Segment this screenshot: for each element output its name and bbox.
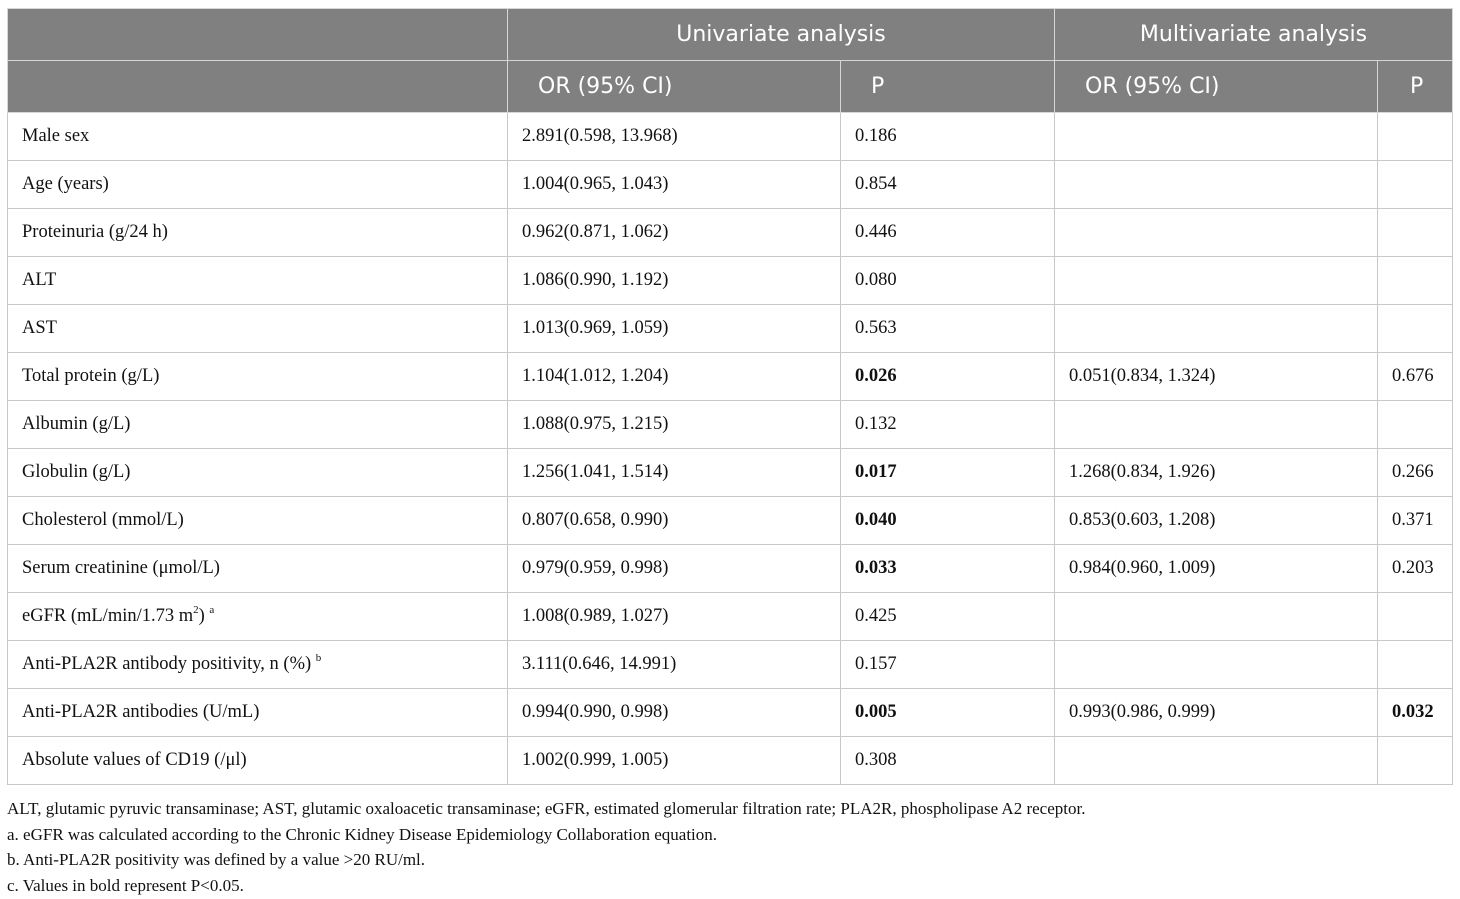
multivariate-p	[1378, 401, 1453, 449]
row-label	[8, 593, 508, 641]
footnote-marker: b	[315, 652, 322, 664]
row-label: Proteinuria (g/24 h)	[8, 209, 508, 257]
univariate-p: 0.308	[841, 737, 1055, 785]
multivariate-p	[1378, 161, 1453, 209]
regression-table-container	[7, 8, 1452, 785]
univariate-or: 1.086(0.990, 1.192)	[508, 257, 841, 305]
table-row	[8, 401, 1453, 449]
multivariate-p: 0.203	[1378, 545, 1453, 593]
multivariate-or: 0.853(0.603, 1.208)	[1055, 497, 1378, 545]
row-label: ALT	[8, 257, 508, 305]
multivariate-or	[1055, 161, 1378, 209]
table-row	[8, 209, 1453, 257]
footnote-abbreviations: ALT, glutamic pyruvic transaminase; AST, glutamic oxaloacetic transaminase; eGFR, estimated glomerular filtration rate; PLA2R, phospholipase A2 receptor.	[7, 799, 1086, 818]
header-empty-cell	[8, 61, 508, 113]
multivariate-or: 1.268(0.834, 1.926)	[1055, 449, 1378, 497]
univariate-p: 0.157	[841, 641, 1055, 689]
univariate-p: 0.017	[841, 449, 1055, 497]
row-label: Male sex	[8, 113, 508, 161]
univariate-p: 0.446	[841, 209, 1055, 257]
header-univariate: Univariate analysis	[508, 9, 1055, 61]
univariate-or: 3.111(0.646, 14.991)	[508, 641, 841, 689]
table-row	[8, 593, 1453, 641]
univariate-or: 2.891(0.598, 13.968)	[508, 113, 841, 161]
multivariate-or: 0.984(0.960, 1.009)	[1055, 545, 1378, 593]
multivariate-p: 0.371	[1378, 497, 1453, 545]
table-row	[8, 641, 1453, 689]
multivariate-p: 0.032	[1378, 689, 1453, 737]
multivariate-p	[1378, 305, 1453, 353]
univariate-p: 0.132	[841, 401, 1055, 449]
multivariate-p	[1378, 209, 1453, 257]
multivariate-or	[1055, 209, 1378, 257]
univariate-or: 1.013(0.969, 1.059)	[508, 305, 841, 353]
univariate-or: 1.002(0.999, 1.005)	[508, 737, 841, 785]
header-row-groups	[8, 9, 1453, 61]
row-label	[8, 641, 508, 689]
row-label-tail: )	[198, 606, 205, 626]
table-row	[8, 257, 1453, 305]
univariate-p: 0.005	[841, 689, 1055, 737]
row-label: Absolute values of CD19 (/μl)	[8, 737, 508, 785]
footnote-b: b. Anti-PLA2R positivity was defined by a value >20 RU/ml.	[7, 850, 426, 869]
table-row	[8, 449, 1453, 497]
univariate-or: 1.256(1.041, 1.514)	[508, 449, 841, 497]
header-multivariate: Multivariate analysis	[1055, 9, 1453, 61]
univariate-p: 0.563	[841, 305, 1055, 353]
row-label: Anti-PLA2R antibodies (U/mL)	[8, 689, 508, 737]
table-row	[8, 497, 1453, 545]
table-body	[8, 113, 1453, 785]
univariate-p: 0.033	[841, 545, 1055, 593]
multivariate-p: 0.676	[1378, 353, 1453, 401]
multivariate-or	[1055, 641, 1378, 689]
table-footnotes	[7, 796, 1452, 898]
table-row	[8, 305, 1453, 353]
row-label-text: Anti-PLA2R antibody positivity, n (%)	[22, 654, 312, 674]
univariate-p: 0.186	[841, 113, 1055, 161]
multivariate-p	[1378, 641, 1453, 689]
multivariate-p: 0.266	[1378, 449, 1453, 497]
univariate-p: 0.425	[841, 593, 1055, 641]
multivariate-or	[1055, 305, 1378, 353]
table-row	[8, 113, 1453, 161]
univariate-or: 1.008(0.989, 1.027)	[508, 593, 841, 641]
multivariate-or: 0.051(0.834, 1.324)	[1055, 353, 1378, 401]
multivariate-or	[1055, 737, 1378, 785]
table-row	[8, 353, 1453, 401]
univariate-p: 0.040	[841, 497, 1055, 545]
univariate-or: 1.104(1.012, 1.204)	[508, 353, 841, 401]
univariate-or: 0.979(0.959, 0.998)	[508, 545, 841, 593]
univariate-or: 1.004(0.965, 1.043)	[508, 161, 841, 209]
row-label-text: eGFR (mL/min/1.73 m	[22, 606, 194, 626]
row-label: AST	[8, 305, 508, 353]
regression-table	[7, 8, 1453, 785]
row-label: Serum creatinine (μmol/L)	[8, 545, 508, 593]
header-row-columns	[8, 61, 1453, 113]
table-row	[8, 737, 1453, 785]
univariate-p: 0.854	[841, 161, 1055, 209]
row-label: Age (years)	[8, 161, 508, 209]
univariate-or: 0.962(0.871, 1.062)	[508, 209, 841, 257]
univariate-or: 0.807(0.658, 0.990)	[508, 497, 841, 545]
footnote-marker: a	[209, 604, 215, 616]
univariate-or: 1.088(0.975, 1.215)	[508, 401, 841, 449]
univariate-p: 0.080	[841, 257, 1055, 305]
superscript-exponent: 2	[193, 604, 199, 616]
table-row	[8, 545, 1453, 593]
multivariate-or	[1055, 401, 1378, 449]
univariate-p: 0.026	[841, 353, 1055, 401]
row-label: Total protein (g/L)	[8, 353, 508, 401]
footnote-a: a. eGFR was calculated according to the Chronic Kidney Disease Epidemiology Collaboration equation.	[7, 824, 718, 844]
multivariate-p	[1378, 257, 1453, 305]
multivariate-p	[1378, 113, 1453, 161]
table-row	[8, 689, 1453, 737]
header-p-multivariate: P	[1378, 61, 1453, 113]
footnote-c: c. Values in bold represent P<0.05.	[7, 875, 244, 895]
row-label: Albumin (g/L)	[8, 401, 508, 449]
multivariate-or	[1055, 593, 1378, 641]
header-or-multivariate: OR (95% CI)	[1055, 61, 1378, 113]
header-or-univariate: OR (95% CI)	[508, 61, 841, 113]
header-p-univariate: P	[841, 61, 1055, 113]
row-label: Globulin (g/L)	[8, 449, 508, 497]
univariate-or: 0.994(0.990, 0.998)	[508, 689, 841, 737]
multivariate-p	[1378, 593, 1453, 641]
multivariate-or	[1055, 257, 1378, 305]
multivariate-or: 0.993(0.986, 0.999)	[1055, 689, 1378, 737]
multivariate-p	[1378, 737, 1453, 785]
header-empty-cell	[8, 9, 508, 61]
multivariate-or	[1055, 113, 1378, 161]
table-header	[8, 9, 1453, 113]
table-row	[8, 161, 1453, 209]
row-label: Cholesterol (mmol/L)	[8, 497, 508, 545]
